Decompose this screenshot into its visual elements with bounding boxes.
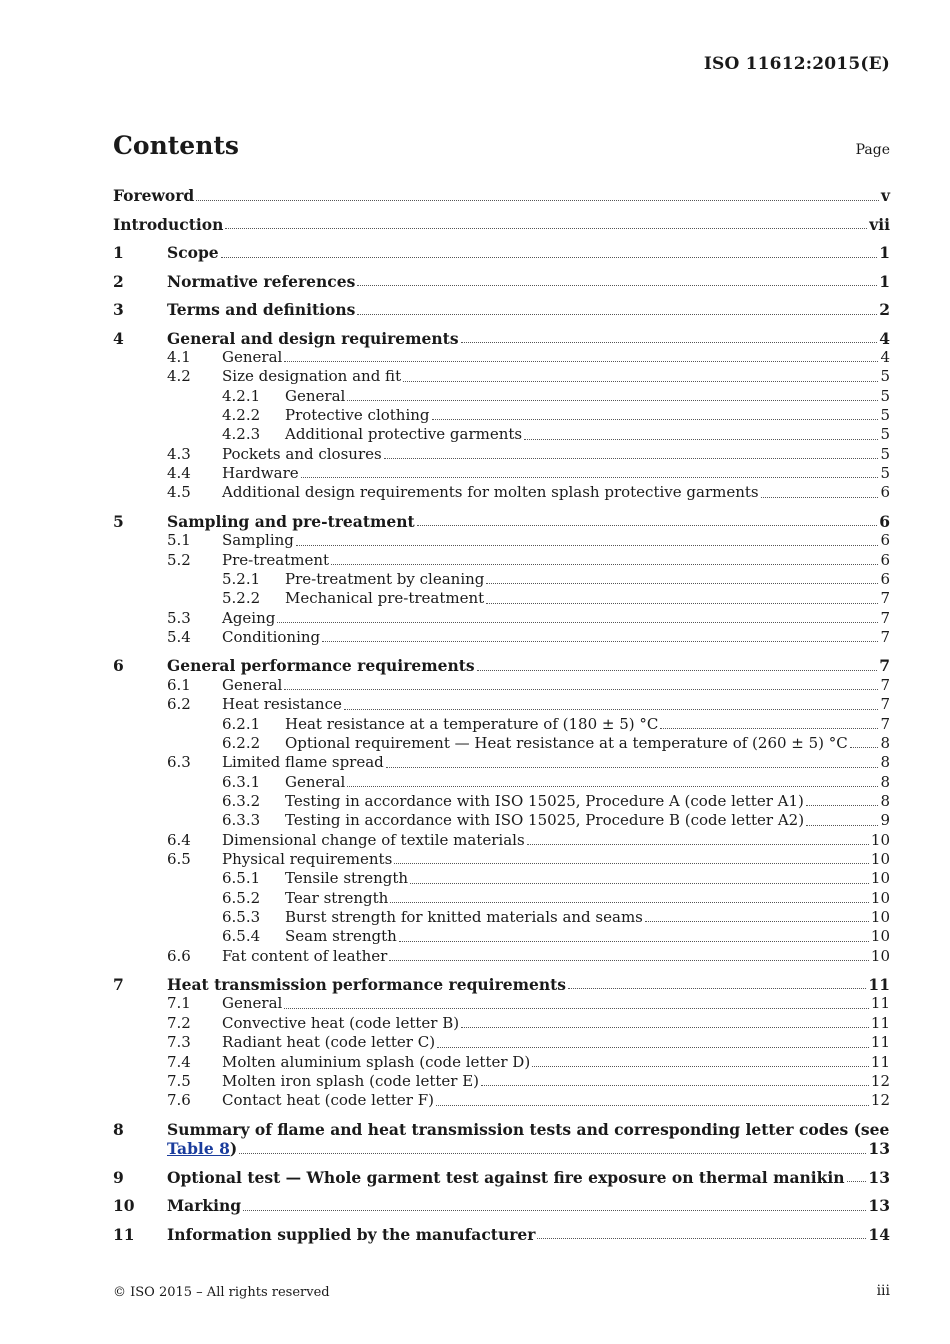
toc-entry-label: Introduction (113, 214, 224, 234)
toc-entry-label: Pre-treatment (222, 550, 330, 569)
page-title: Contents (113, 131, 240, 160)
dot-leader (239, 1152, 866, 1154)
dot-leader (284, 360, 878, 362)
toc-entry-label: Heat resistance at a temperature of (180 ± 5) °C (285, 714, 659, 733)
toc-entry-number: 7.6 (167, 1091, 191, 1110)
toc-entry-page: 11 (868, 974, 890, 994)
toc-entry[interactable] (113, 889, 890, 908)
toc-entry-page: 11 (870, 994, 890, 1013)
page-number: iii (876, 1283, 890, 1299)
toc-entry-page: 4 (879, 328, 890, 348)
toc-entry[interactable] (113, 927, 890, 946)
toc-entry-page: 7 (880, 589, 890, 608)
toc-entry-number: 9 (113, 1167, 124, 1187)
toc-entry-page: 13 (868, 1196, 890, 1216)
toc-entry-number: 6.3.1 (222, 772, 261, 791)
toc-entry-number: 6 (113, 656, 124, 676)
dot-leader (486, 602, 878, 604)
toc-entry[interactable] (113, 811, 890, 830)
toc-entry-number: 4.2.2 (222, 406, 261, 425)
dot-leader (384, 457, 879, 459)
toc-entry[interactable] (113, 753, 890, 772)
toc-entry-label: Physical requirements (222, 849, 393, 868)
toc-entry-label: Scope (167, 243, 219, 262)
toc-entry[interactable] (113, 1120, 890, 1159)
toc-entry[interactable] (113, 464, 890, 483)
toc-entry[interactable] (113, 1053, 890, 1072)
toc-entry-label: Information supplied by the manufacturer (167, 1224, 536, 1244)
toc-entry-page: 10 (870, 888, 890, 907)
toc-entry[interactable] (113, 531, 890, 550)
toc-entry-page: 6 (879, 511, 890, 531)
toc-entry[interactable] (113, 445, 890, 464)
toc-entry-label: Fat content of leather (222, 946, 388, 965)
toc-entry-label: Additional design requirements for molten splash protective garments (222, 483, 759, 502)
toc-entry-label: Optional requirement — Heat resistance at a temperature of (260 ± 5) °C (285, 733, 848, 752)
dot-leader (277, 621, 878, 623)
toc-entry-number: 4.2.3 (222, 425, 261, 444)
toc-entry[interactable] (113, 676, 890, 695)
toc-entry-label: Additional protective garments (285, 425, 523, 444)
toc-entry-page: 6 (880, 550, 890, 569)
toc-entry-number: 2 (113, 271, 124, 291)
toc-entry-label: Marking (167, 1196, 242, 1216)
toc-entry-page: 7 (880, 627, 890, 646)
toc-entry[interactable] (113, 1168, 890, 1188)
toc-entry-label-end: ) (229, 1139, 238, 1159)
toc-entry-label: Molten iron splash (code letter E) (222, 1071, 479, 1090)
toc-entry-number: 6.5.3 (222, 907, 261, 926)
dot-leader (344, 708, 879, 710)
toc-entry-page: 7 (880, 675, 890, 694)
toc-entry[interactable] (113, 734, 890, 753)
toc-entry-label: Ageing (222, 608, 276, 627)
dot-leader (486, 582, 878, 584)
toc-entry[interactable] (113, 792, 890, 811)
toc-entry-number: 7.1 (167, 994, 191, 1013)
dot-leader (284, 1007, 869, 1009)
table-8-link[interactable]: Table 8 (167, 1139, 230, 1159)
toc-entry-label: Dimensional change of textile materials (222, 830, 525, 849)
toc-entry[interactable] (113, 512, 890, 532)
toc-entry-number: 4.5 (167, 483, 191, 502)
dot-leader (537, 1237, 866, 1239)
dot-leader (347, 399, 878, 401)
toc-entry-number: 6.2.1 (222, 714, 261, 733)
toc-entry[interactable] (113, 483, 890, 502)
toc-entry-page: 13 (868, 1167, 890, 1187)
dot-leader (296, 544, 879, 546)
toc-entry-number: 7.3 (167, 1033, 191, 1052)
toc-entry-number: 4.1 (167, 348, 191, 366)
toc-entry-label: Limited flame spread (222, 753, 384, 772)
toc-entry-label: General (222, 675, 283, 694)
toc-entry-number: 6.4 (167, 830, 191, 849)
toc-entry-label: Hardware (222, 464, 299, 483)
toc-entry[interactable] (113, 1072, 890, 1091)
toc-entry[interactable] (113, 589, 890, 608)
toc-entry-label: Contact heat (code letter F) (222, 1091, 434, 1110)
toc-entry-label: General (222, 994, 283, 1013)
dot-leader (847, 1180, 867, 1182)
toc-entry-number: 6.5 (167, 849, 191, 868)
toc-entry-page: 8 (880, 791, 890, 810)
document-id: ISO 11612:2015(E) (703, 54, 890, 74)
dot-leader (301, 476, 879, 478)
toc-entry[interactable] (113, 695, 890, 714)
toc-entry-label: Mechanical pre-treatment (285, 589, 485, 608)
dot-leader (196, 199, 879, 201)
toc-entry-page: 6 (880, 569, 890, 588)
toc-entry-label: Pre-treatment by cleaning (285, 569, 485, 588)
toc-entry-number: 6.2.2 (222, 733, 261, 752)
toc-entry[interactable] (113, 272, 890, 292)
toc-entry-number: 6.3.3 (222, 811, 261, 830)
dot-leader (386, 766, 879, 768)
toc-entry-number: 3 (113, 300, 124, 319)
toc-entry-label: Heat resistance (222, 695, 342, 714)
toc-entry[interactable] (113, 975, 890, 995)
toc-entry-label: Heat transmission performance requirements (167, 974, 567, 994)
toc-entry-number: 7 (113, 974, 124, 994)
toc-entry-label: Tear strength (285, 888, 389, 907)
dot-leader (645, 920, 869, 922)
toc-entry[interactable] (113, 406, 890, 425)
toc-entry-page: 11 (870, 1013, 890, 1032)
toc-entry-number: 1 (113, 243, 124, 262)
toc-entry-number: 6.5.2 (222, 888, 261, 907)
dot-leader (417, 524, 878, 526)
toc-entry-page: 8 (880, 753, 890, 772)
toc-entry-page: 1 (879, 243, 890, 262)
toc-entry[interactable] (113, 1033, 890, 1052)
toc-entry-label: Conditioning (222, 627, 321, 646)
toc-entry[interactable] (113, 215, 890, 235)
toc-entry-page: 5 (880, 386, 890, 405)
toc-entry-page: 5 (880, 444, 890, 463)
toc-entry[interactable] (113, 329, 890, 349)
toc-entry-number: 11 (113, 1224, 135, 1244)
dot-leader (806, 804, 879, 806)
copyright-notice: © ISO 2015 – All rights reserved (113, 1285, 330, 1300)
toc-entry-page: 10 (870, 830, 890, 849)
toc-entry-page: 7 (880, 608, 890, 627)
toc-entry-page: 11 (870, 1033, 890, 1052)
toc-entry-label: Sampling and pre-treatment (167, 511, 415, 531)
dot-leader (568, 987, 866, 989)
toc-entry-page: 10 (870, 849, 890, 868)
dot-leader (461, 1026, 869, 1028)
toc-entry[interactable] (113, 186, 890, 206)
toc-entry-page: 7 (880, 714, 890, 733)
dot-leader (284, 688, 878, 690)
toc-entry-label: General and design requirements (167, 328, 459, 348)
toc-entry-number: 7.5 (167, 1071, 191, 1090)
toc-entry[interactable] (113, 348, 890, 367)
toc-entry-number: 6.2 (167, 695, 191, 714)
toc-entry-number: 5.2 (167, 550, 191, 569)
toc-entry-number: 4.4 (167, 464, 191, 483)
dot-leader (527, 843, 869, 845)
toc-entry-page: 2 (879, 300, 890, 319)
toc-entry-number: 6.1 (167, 675, 191, 694)
toc-entry-page: 14 (868, 1224, 890, 1244)
toc-entry[interactable] (113, 1196, 890, 1216)
toc-entry-number: 4.2 (167, 367, 191, 386)
toc-entry-label: Radiant heat (code letter C) (222, 1033, 436, 1052)
toc-entry-page: 8 (880, 772, 890, 791)
toc-entry[interactable] (113, 300, 890, 320)
dot-leader (399, 940, 869, 942)
toc-entry-page: 1 (879, 271, 890, 291)
dot-leader (850, 746, 879, 748)
toc-entry[interactable] (113, 425, 890, 444)
toc-entry-number: 5.3 (167, 608, 191, 627)
toc-entry[interactable] (113, 1091, 890, 1110)
dot-leader (437, 1046, 869, 1048)
toc-entry-label: Sampling (222, 531, 294, 550)
toc-entry-label: Testing in accordance with ISO 15025, Procedure A (code letter A1) (285, 791, 804, 810)
toc-entry-label: Burst strength for knitted materials and seams (285, 907, 643, 926)
dot-leader (389, 959, 869, 961)
toc-entry-number: 6.5.4 (222, 927, 261, 946)
toc-entry-page: 6 (880, 483, 890, 502)
toc-entry-page: 6 (880, 531, 890, 550)
toc-entry-page: 4 (880, 348, 890, 366)
toc-entry[interactable] (113, 656, 890, 676)
toc-entry-label: Size designation and fit (222, 367, 402, 386)
toc-entry-page: 10 (870, 927, 890, 946)
dot-leader (403, 380, 878, 382)
dot-leader (331, 563, 878, 565)
toc-entry-number: 4.2.1 (222, 386, 261, 405)
toc-entry-page: 9 (880, 811, 890, 830)
toc-entry-number: 6.3.2 (222, 791, 261, 810)
dot-leader (225, 227, 867, 229)
toc-entry-label: Testing in accordance with ISO 15025, Procedure B (code letter A2) (285, 811, 805, 830)
toc-entry-number: 6.6 (167, 946, 191, 965)
toc-entry-page: 5 (880, 406, 890, 425)
dot-leader (243, 1209, 866, 1211)
dot-leader (347, 785, 878, 787)
toc-entry-label: Molten aluminium splash (code letter D) (222, 1052, 531, 1071)
toc-entry[interactable] (113, 773, 890, 792)
toc-entry[interactable] (113, 869, 890, 888)
toc-entry-number: 5.2.1 (222, 569, 261, 588)
toc-entry-page: 11 (870, 1052, 890, 1071)
dot-leader (322, 640, 878, 642)
toc-entry[interactable] (113, 715, 890, 734)
toc-entry-page: vii (869, 214, 890, 234)
toc-entry-number: 6.3 (167, 753, 191, 772)
table-of-contents (113, 186, 890, 1244)
toc-entry-page: 10 (870, 907, 890, 926)
dot-leader (357, 284, 877, 286)
toc-entry-label: Foreword (113, 186, 195, 205)
toc-entry[interactable] (113, 243, 890, 263)
toc-entry[interactable] (113, 367, 890, 386)
dot-leader (436, 1104, 869, 1106)
toc-entry[interactable] (113, 570, 890, 589)
toc-entry-number: 5.4 (167, 627, 191, 646)
toc-entry[interactable] (113, 947, 890, 966)
toc-entry[interactable] (113, 551, 890, 570)
dot-leader (761, 496, 879, 498)
toc-entry[interactable] (113, 850, 890, 869)
dot-leader (390, 901, 869, 903)
toc-entry-label: Protective clothing (285, 406, 430, 425)
dot-leader (221, 256, 878, 258)
toc-entry-page: 7 (880, 695, 890, 714)
toc-entry-number: 6.5.1 (222, 869, 261, 888)
toc-entry-label: General performance requirements (167, 656, 475, 676)
toc-entry-page: 10 (870, 946, 890, 965)
toc-entry[interactable] (113, 994, 890, 1013)
dot-leader (357, 313, 877, 315)
toc-entry-label: General (285, 386, 346, 405)
toc-entry[interactable] (113, 908, 890, 927)
toc-entry-label: Optional test — Whole garment test against fire exposure on thermal manikin (167, 1167, 845, 1187)
dot-leader (532, 1065, 869, 1067)
toc-entry[interactable] (113, 1014, 890, 1033)
toc-entry-page: 12 (870, 1091, 890, 1110)
toc-entry-number: 7.2 (167, 1013, 191, 1032)
toc-entry-label: Summary of flame and heat transmission tests and corresponding letter codes (see (167, 1119, 890, 1139)
toc-entry-number: 5.1 (167, 531, 191, 550)
dot-leader (394, 862, 869, 864)
toc-entry-page: 13 (868, 1139, 890, 1159)
dot-leader (461, 341, 878, 343)
dot-leader (410, 882, 869, 884)
toc-entry-page: 7 (879, 656, 890, 676)
toc-entry-page: 5 (880, 367, 890, 386)
toc-entry-number: 4 (113, 328, 124, 348)
toc-entry-number: 5 (113, 511, 124, 531)
toc-entry-label: General (222, 348, 283, 366)
toc-entry[interactable] (113, 628, 890, 647)
dot-leader (432, 418, 879, 420)
toc-entry-label: Tensile strength (285, 869, 409, 888)
toc-entry-label: General (285, 772, 346, 791)
dot-leader (524, 438, 878, 440)
toc-entry-label: Pockets and closures (222, 444, 382, 463)
toc-entry-page: 5 (880, 425, 890, 444)
toc-entry-number: 7.4 (167, 1052, 191, 1071)
toc-entry-number: 5.2.2 (222, 589, 261, 608)
toc-entry[interactable] (113, 387, 890, 406)
toc-entry[interactable] (113, 831, 890, 850)
toc-entry-page: v (880, 186, 890, 205)
toc-entry[interactable] (113, 609, 890, 628)
toc-entry-number: 10 (113, 1196, 135, 1216)
dot-leader (477, 669, 878, 671)
toc-entry-page: 12 (870, 1071, 890, 1090)
dot-leader (481, 1084, 869, 1086)
toc-entry-page: 8 (880, 733, 890, 752)
toc-entry-label: Seam strength (285, 927, 397, 946)
toc-entry-number: 8 (113, 1119, 124, 1139)
toc-entry-label: Convective heat (code letter B) (222, 1013, 460, 1032)
toc-entry-number: 4.3 (167, 444, 191, 463)
toc-entry-page: 10 (870, 869, 890, 888)
page-column-label: Page (855, 142, 890, 158)
toc-entry-label: Terms and definitions (167, 300, 356, 319)
toc-entry-label: Normative references (167, 271, 356, 291)
dot-leader (660, 727, 878, 729)
toc-entry-page: 5 (880, 464, 890, 483)
toc-entry[interactable] (113, 1225, 890, 1245)
dot-leader (806, 824, 878, 826)
